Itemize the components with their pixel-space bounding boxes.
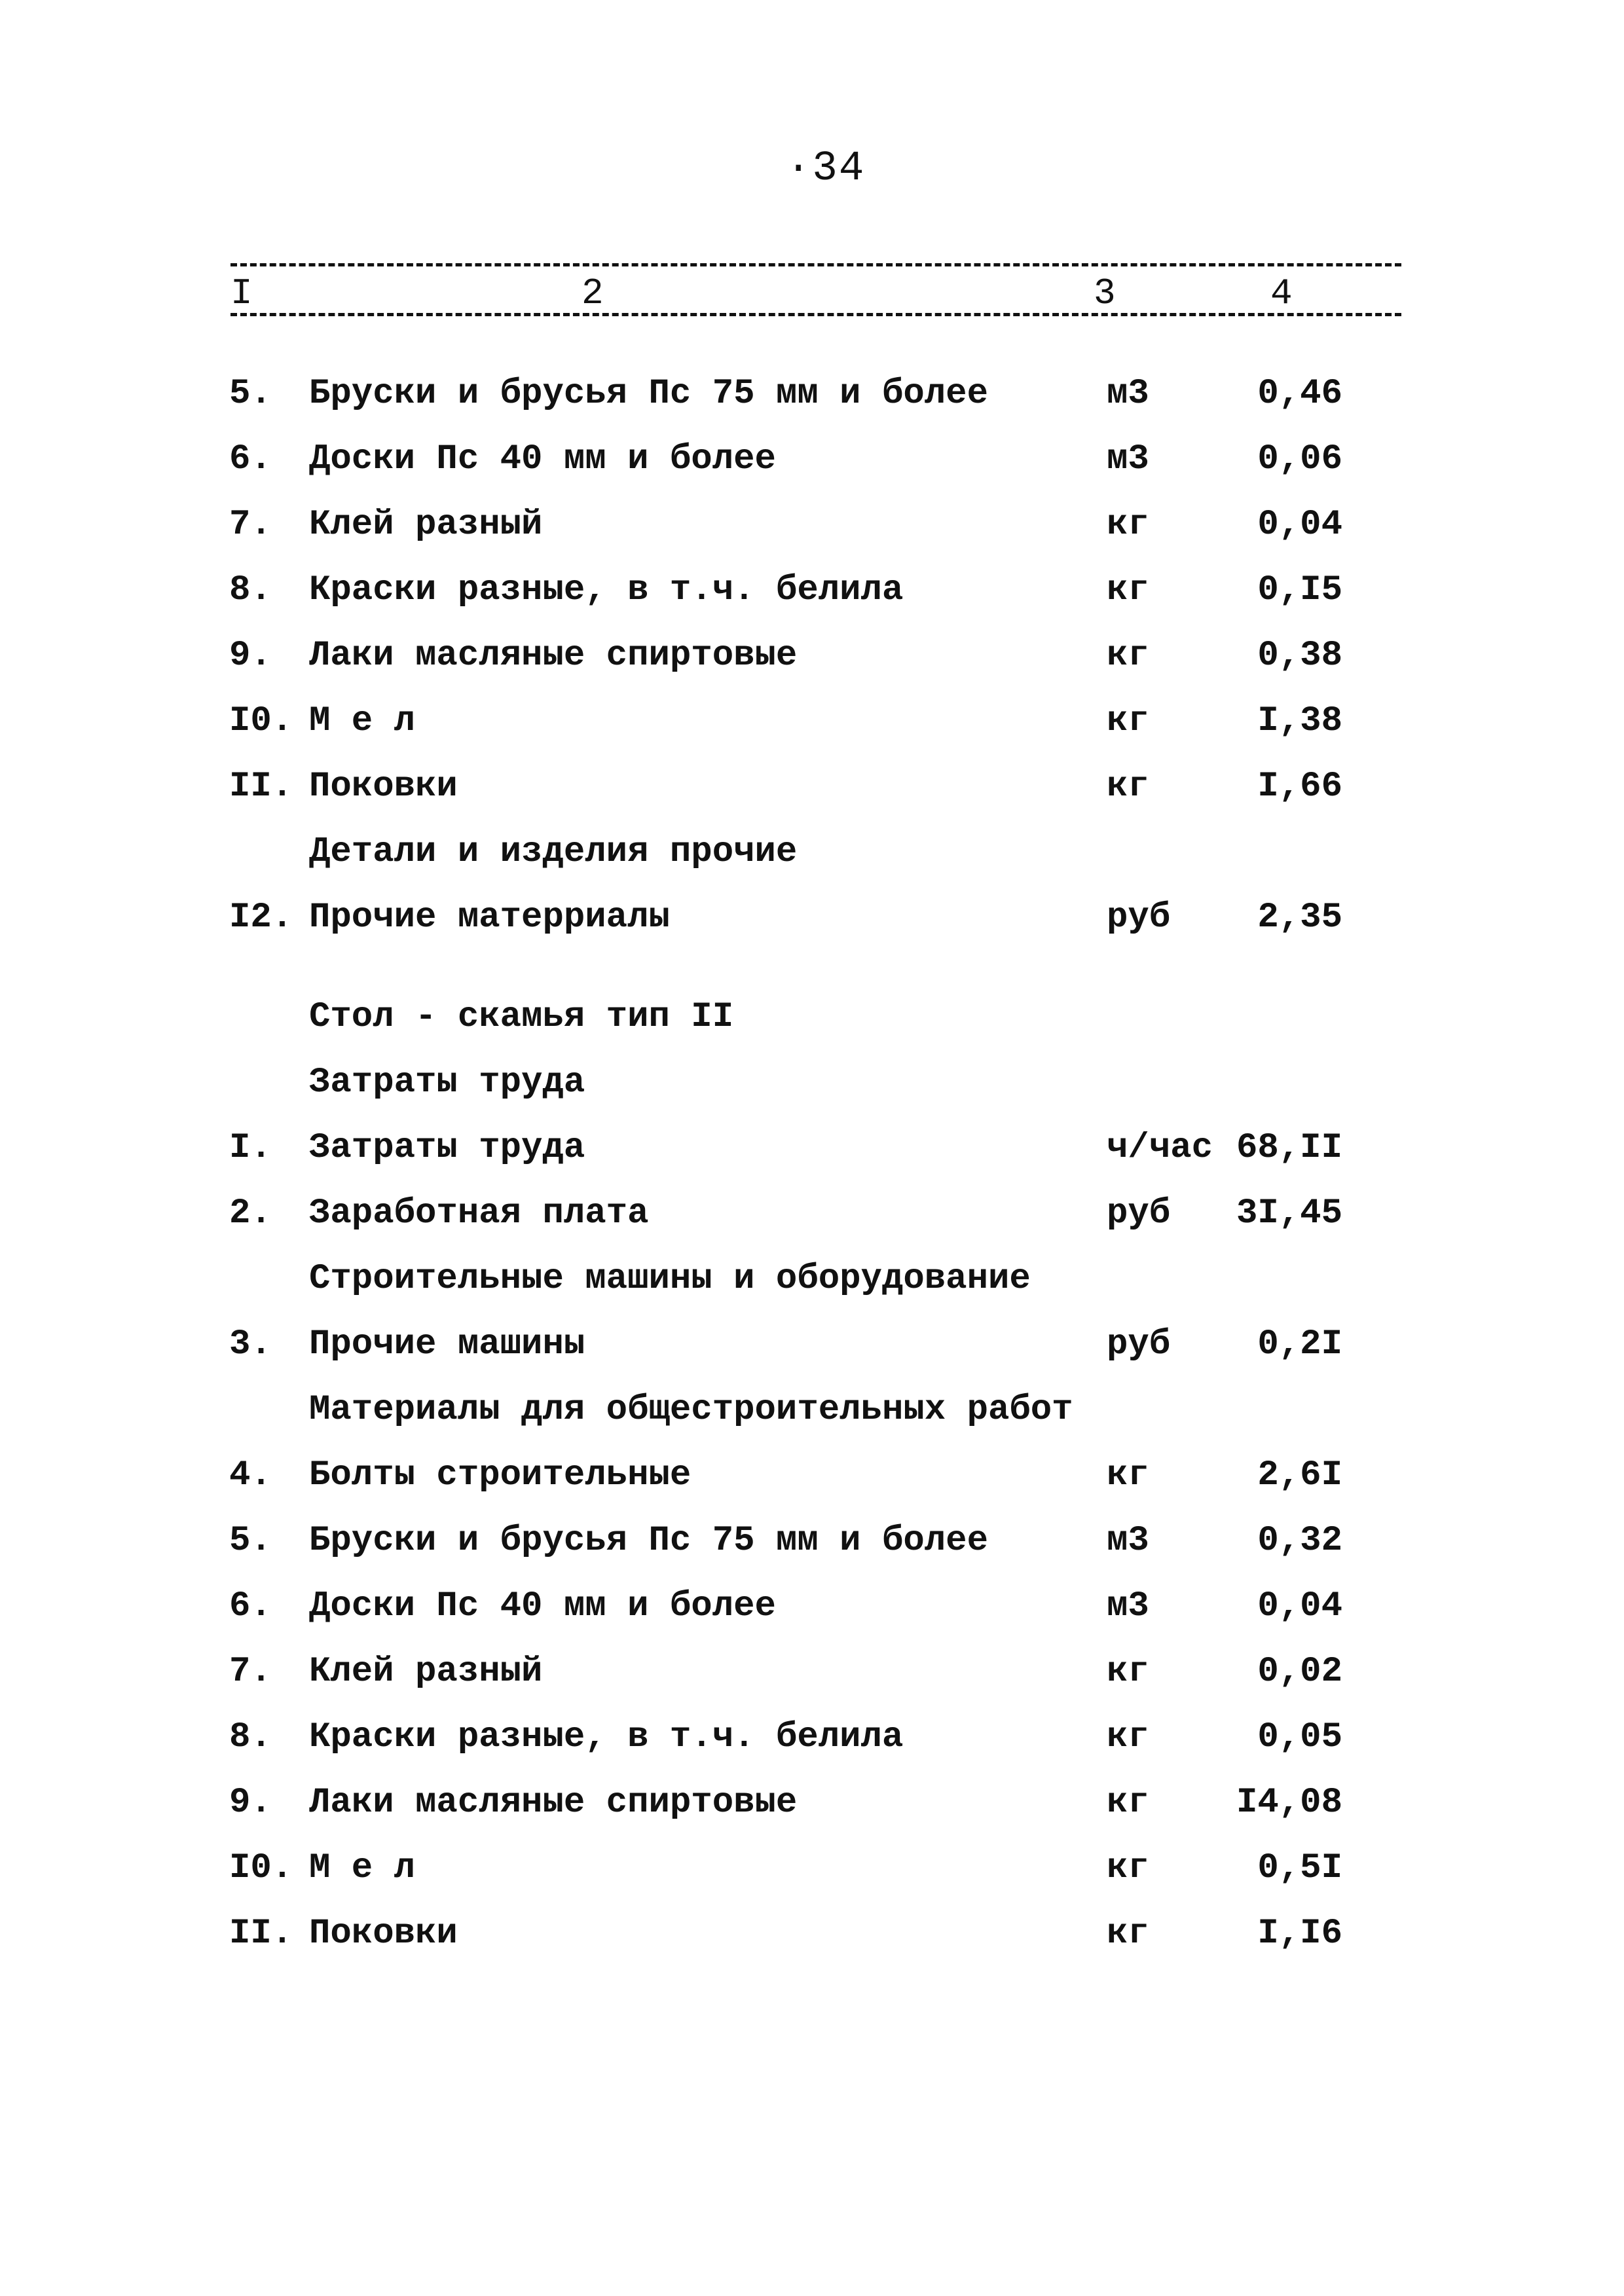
- row-unit: кг: [1107, 636, 1149, 676]
- row-unit: кг: [1107, 767, 1149, 807]
- row-name: Детали и изделия прочие: [309, 832, 798, 872]
- table-row: [0, 499, 1624, 551]
- section-heading-row: [0, 826, 1624, 879]
- table-row: [0, 761, 1624, 813]
- row-name: Краски разные, в т.ч. белила: [309, 570, 904, 610]
- row-unit: руб: [1107, 1194, 1171, 1233]
- row-number: 6.: [229, 439, 272, 479]
- row-number: 8.: [229, 1717, 272, 1757]
- column-header-4: 4: [1270, 272, 1293, 314]
- row-name: Доски Пс 40 мм и более: [309, 439, 776, 479]
- table-row: [0, 1908, 1624, 1960]
- row-name: Краски разные, в т.ч. белила: [309, 1717, 904, 1757]
- row-unit: кг: [1107, 1848, 1149, 1888]
- row-number: I2.: [229, 898, 293, 938]
- page-number: ·34: [786, 145, 866, 192]
- table-row: [0, 695, 1624, 748]
- row-name: Стол - скамья тип II: [309, 997, 734, 1037]
- row-quantity: I4,08: [1236, 1783, 1342, 1823]
- table-row: [0, 1777, 1624, 1829]
- row-quantity: I,I6: [1257, 1914, 1342, 1954]
- row-number: I0.: [229, 1848, 293, 1888]
- section-heading-row: [0, 1384, 1624, 1436]
- row-quantity: 0,04: [1257, 505, 1342, 545]
- row-name: Прочие матерриалы: [309, 898, 670, 938]
- row-name: Клей разный: [309, 1652, 543, 1692]
- row-name: Лаки масляные спиртовые: [309, 636, 798, 676]
- row-name: Бруски и брусья Пс 75 мм и более: [309, 374, 988, 414]
- row-number: 9.: [229, 636, 272, 676]
- row-unit: кг: [1107, 1914, 1149, 1954]
- row-number: 7.: [229, 505, 272, 545]
- row-unit: руб: [1107, 898, 1171, 938]
- row-number: 5.: [229, 1521, 272, 1561]
- row-number: 3.: [229, 1324, 272, 1364]
- row-unit: руб: [1107, 1324, 1171, 1364]
- row-number: 6.: [229, 1586, 272, 1626]
- row-number: II.: [229, 767, 293, 807]
- row-unit: ч/час: [1107, 1128, 1213, 1168]
- row-unit: кг: [1107, 1717, 1149, 1757]
- row-unit: кг: [1107, 1652, 1149, 1692]
- row-name: Заработная плата: [309, 1194, 649, 1233]
- table-row: [0, 433, 1624, 486]
- table-row: [0, 1646, 1624, 1698]
- row-number: II.: [229, 1914, 293, 1954]
- row-quantity: 0,I5: [1257, 570, 1342, 610]
- row-name: Лаки масляные спиртовые: [309, 1783, 798, 1823]
- table-row: [0, 1188, 1624, 1240]
- table-header-rule: [231, 313, 1401, 316]
- table-row: [0, 1842, 1624, 1895]
- section-heading-row: [0, 1253, 1624, 1305]
- row-unit: кг: [1107, 505, 1149, 545]
- table-row: [0, 368, 1624, 420]
- table-row: [0, 1319, 1624, 1371]
- row-number: 2.: [229, 1194, 272, 1233]
- row-quantity: 0,38: [1257, 636, 1342, 676]
- row-name: Доски Пс 40 мм и более: [309, 1586, 776, 1626]
- table-row: [0, 564, 1624, 617]
- row-unit: м3: [1107, 439, 1149, 479]
- row-name: Строительные машины и оборудование: [309, 1259, 1031, 1299]
- row-name: Поковки: [309, 1914, 458, 1954]
- row-name: Материалы для общестроительных работ: [309, 1390, 1073, 1430]
- row-number: I.: [229, 1128, 272, 1168]
- row-unit: кг: [1107, 1455, 1149, 1495]
- row-name: Бруски и брусья Пс 75 мм и более: [309, 1521, 988, 1561]
- section-heading-row: [0, 991, 1624, 1044]
- section-heading-row: [0, 1057, 1624, 1109]
- row-name: Клей разный: [309, 505, 543, 545]
- row-name: М е л: [309, 701, 416, 741]
- table-row: [0, 630, 1624, 682]
- row-number: 8.: [229, 570, 272, 610]
- row-quantity: 0,06: [1257, 439, 1342, 479]
- row-name: Болты строительные: [309, 1455, 692, 1495]
- table-row: [0, 1449, 1624, 1502]
- row-quantity: 2,6I: [1257, 1455, 1342, 1495]
- row-number: I0.: [229, 701, 293, 741]
- row-quantity: 0,05: [1257, 1717, 1342, 1757]
- row-number: 4.: [229, 1455, 272, 1495]
- table-row: [0, 1580, 1624, 1633]
- column-header-2: 2: [581, 272, 604, 314]
- table-top-rule: [231, 263, 1401, 266]
- row-unit: кг: [1107, 570, 1149, 610]
- row-quantity: 0,32: [1257, 1521, 1342, 1561]
- table-row: [0, 892, 1624, 944]
- row-quantity: 0,2I: [1257, 1324, 1342, 1364]
- row-quantity: 0,5I: [1257, 1848, 1342, 1888]
- row-unit: м3: [1107, 1521, 1149, 1561]
- table-row: [0, 1122, 1624, 1175]
- table-row: [0, 1515, 1624, 1567]
- row-name: Прочие машины: [309, 1324, 585, 1364]
- row-quantity: I,66: [1257, 767, 1342, 807]
- row-unit: кг: [1107, 701, 1149, 741]
- row-name: Затраты труда: [309, 1128, 585, 1168]
- row-name: Затраты труда: [309, 1063, 585, 1102]
- row-number: 5.: [229, 374, 272, 414]
- column-header-3: 3: [1094, 272, 1116, 314]
- row-quantity: 2,35: [1257, 898, 1342, 938]
- row-quantity: 3I,45: [1236, 1194, 1342, 1233]
- row-quantity: 68,II: [1236, 1128, 1342, 1168]
- row-name: М е л: [309, 1848, 416, 1888]
- row-quantity: 0,46: [1257, 374, 1342, 414]
- row-number: 7.: [229, 1652, 272, 1692]
- row-name: Поковки: [309, 767, 458, 807]
- table-row: [0, 1711, 1624, 1764]
- row-number: 9.: [229, 1783, 272, 1823]
- row-quantity: 0,02: [1257, 1652, 1342, 1692]
- row-quantity: I,38: [1257, 701, 1342, 741]
- row-unit: м3: [1107, 374, 1149, 414]
- row-unit: кг: [1107, 1783, 1149, 1823]
- row-unit: м3: [1107, 1586, 1149, 1626]
- column-header-1: I: [231, 272, 253, 314]
- row-quantity: 0,04: [1257, 1586, 1342, 1626]
